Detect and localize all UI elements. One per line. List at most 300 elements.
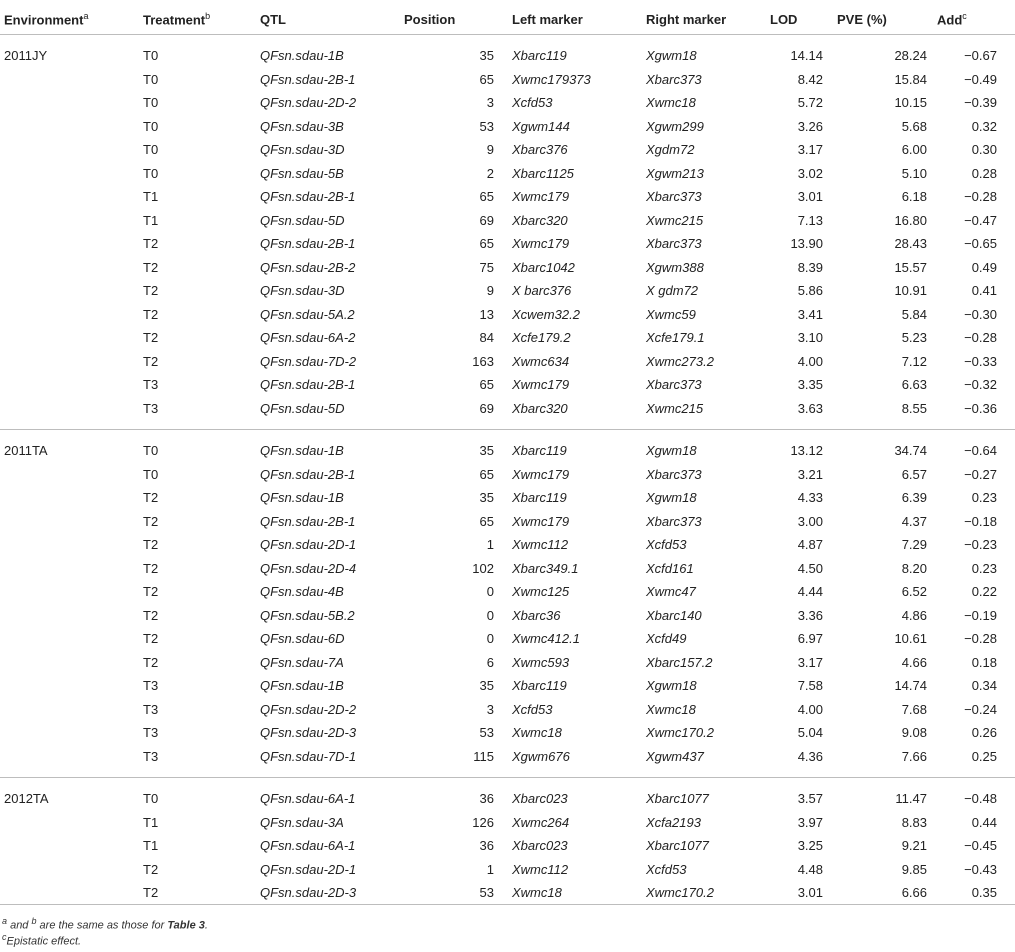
table-row — [0, 486, 1015, 510]
qtl-cell: QFsn.sdau-2D-1 — [260, 861, 357, 877]
right-marker-cell: X gdm72 — [646, 283, 699, 299]
left-marker-cell: Xbarc349.1 — [512, 560, 579, 576]
treatment-cell: T0 — [143, 165, 159, 181]
table-row — [0, 115, 1015, 139]
position-cell: 126 — [472, 814, 494, 830]
add-cell: −0.19 — [964, 607, 997, 623]
table-row — [0, 881, 1015, 905]
treatment-cell: T2 — [143, 861, 159, 877]
lod-cell: 6.97 — [797, 631, 823, 647]
qtl-cell: QFsn.sdau-7A — [260, 654, 344, 670]
lod-cell: 3.63 — [797, 400, 823, 416]
position-cell: 163 — [472, 353, 494, 369]
treatment-cell: T2 — [143, 560, 159, 576]
position-cell: 1 — [486, 861, 494, 877]
pve-cell: 9.85 — [901, 861, 927, 877]
environment-cell — [0, 232, 143, 256]
add-cell: 0.28 — [971, 165, 997, 181]
lod-cell: 4.00 — [797, 701, 823, 717]
treatment-cell: T1 — [143, 189, 159, 205]
pve-cell: 8.83 — [901, 814, 927, 830]
pve-cell: 7.12 — [901, 353, 927, 369]
qtl-cell: QFsn.sdau-2B-1 — [260, 236, 356, 252]
qtl-cell: QFsn.sdau-1B — [260, 48, 344, 64]
environment-cell — [0, 721, 143, 745]
lod-cell: 3.01 — [797, 189, 823, 205]
position-cell: 0 — [486, 631, 494, 647]
qtl-cell: QFsn.sdau-7D-1 — [260, 748, 357, 764]
position-cell: 36 — [479, 791, 494, 807]
pve-cell: 6.52 — [901, 584, 927, 600]
qtl-cell: QFsn.sdau-2B-1 — [260, 377, 356, 393]
left-marker-cell: Xbarc376 — [512, 142, 568, 158]
lod-cell: 3.97 — [797, 814, 823, 830]
left-marker-cell: Xbarc36 — [512, 607, 561, 623]
add-cell: 0.23 — [971, 560, 997, 576]
right-marker-cell: Xbarc373 — [646, 377, 702, 393]
add-cell: 0.35 — [971, 885, 997, 901]
environment-cell — [0, 811, 143, 835]
add-cell: −0.27 — [964, 466, 997, 482]
add-cell: −0.43 — [964, 861, 997, 877]
treatment-cell: T1 — [143, 212, 159, 228]
right-marker-cell: Xgwm213 — [646, 165, 704, 181]
left-marker-cell: Xbarc119 — [512, 48, 567, 64]
qtl-cell: QFsn.sdau-7D-2 — [260, 353, 357, 369]
environment-cell — [0, 185, 143, 209]
position-cell: 6 — [486, 654, 494, 670]
environment-cell — [0, 674, 143, 698]
qtl-cell: QFsn.sdau-2B-1 — [260, 466, 356, 482]
position-cell: 35 — [479, 443, 494, 459]
footnote-ab: $^a$ and $^b$ are the same as those for Table 3. — [2, 916, 208, 932]
treatment-cell: T2 — [143, 283, 159, 299]
lod-cell: 3.36 — [797, 607, 823, 623]
lod-cell: 4.33 — [797, 490, 823, 506]
lod-cell: 3.00 — [797, 513, 823, 529]
lod-cell: 3.25 — [797, 838, 823, 854]
right-marker-cell: Xbarc1077 — [646, 791, 709, 807]
right-marker-cell: Xgdm72 — [646, 142, 695, 158]
position-cell: 35 — [479, 48, 494, 64]
qtl-cell: QFsn.sdau-3B — [260, 118, 344, 134]
environment-cell — [0, 350, 143, 374]
position-cell: 65 — [479, 466, 494, 482]
position-cell: 53 — [479, 725, 494, 741]
pve-cell: 11.47 — [895, 791, 927, 807]
left-marker-cell: Xgwm676 — [512, 748, 570, 764]
position-cell: 65 — [479, 236, 494, 252]
lod-cell: 8.42 — [797, 71, 823, 87]
table-row — [0, 439, 1015, 463]
qtl-cell: QFsn.sdau-2B-1 — [260, 189, 356, 205]
lod-cell: 4.36 — [797, 748, 823, 764]
pve-cell: 9.08 — [901, 725, 927, 741]
treatment-cell: T0 — [143, 791, 159, 807]
add-cell: 0.22 — [971, 584, 997, 600]
environment-cell — [0, 834, 143, 858]
lod-cell: 5.86 — [797, 283, 823, 299]
table-row — [0, 326, 1015, 350]
lod-cell: 7.58 — [797, 678, 823, 694]
left-marker-cell: Xwmc179 — [512, 513, 570, 529]
environment-cell — [0, 698, 143, 722]
pve-cell: 7.68 — [901, 701, 927, 717]
right-marker-cell: Xwmc215 — [646, 400, 704, 416]
environment-cell — [0, 373, 143, 397]
lod-cell: 4.48 — [797, 861, 823, 877]
add-cell: −0.28 — [964, 189, 997, 205]
environment-cell — [0, 580, 143, 604]
treatment-cell: T3 — [143, 701, 159, 717]
table-row — [0, 811, 1015, 835]
pve-cell: 4.66 — [901, 654, 927, 670]
pve-cell: 9.21 — [901, 838, 927, 854]
environment-cell: 2011TA — [4, 443, 48, 459]
qtl-cell: QFsn.sdau-3D — [260, 283, 345, 299]
add-cell: −0.32 — [964, 377, 997, 393]
pve-cell: 10.91 — [894, 283, 927, 299]
position-cell: 13 — [479, 306, 494, 322]
add-cell: −0.24 — [964, 701, 997, 717]
pve-cell: 7.29 — [901, 537, 927, 553]
right-marker-cell: Xgwm18 — [646, 490, 697, 506]
position-cell: 53 — [479, 885, 494, 901]
environment-cell — [0, 91, 143, 115]
add-cell: −0.36 — [964, 400, 997, 416]
position-cell: 0 — [486, 584, 494, 600]
treatment-cell: T2 — [143, 885, 159, 901]
add-cell: −0.33 — [964, 353, 997, 369]
table-row — [0, 510, 1015, 534]
right-marker-cell: Xwmc59 — [646, 306, 696, 322]
group-spacer — [0, 778, 1015, 788]
lod-cell: 13.12 — [790, 443, 823, 459]
table-row — [0, 68, 1015, 92]
left-marker-cell: Xbarc119 — [512, 490, 567, 506]
add-cell: 0.41 — [971, 283, 997, 299]
pve-cell: 14.74 — [894, 678, 927, 694]
left-marker-cell: Xwmc179 — [512, 189, 570, 205]
lod-cell: 4.50 — [797, 560, 823, 576]
right-marker-cell: Xwmc18 — [646, 701, 696, 717]
left-marker-cell: Xwmc125 — [512, 584, 570, 600]
table-row — [0, 580, 1015, 604]
environment-cell — [0, 533, 143, 557]
right-marker-cell: Xbarc140 — [646, 607, 702, 623]
table-row — [0, 674, 1015, 698]
pve-cell: 6.66 — [901, 885, 927, 901]
right-marker-cell: Xgwm437 — [646, 748, 704, 764]
position-cell: 0 — [486, 607, 494, 623]
right-marker-cell: Xcfd49 — [646, 631, 687, 647]
lod-cell: 3.01 — [797, 885, 823, 901]
right-marker-cell: Xwmc170.2 — [646, 885, 714, 901]
qtl-cell: QFsn.sdau-2D-2 — [260, 95, 357, 111]
pve-cell: 34.74 — [894, 443, 927, 459]
qtl-cell: QFsn.sdau-3D — [260, 142, 345, 158]
add-cell: −0.28 — [964, 330, 997, 346]
lod-cell: 4.44 — [797, 584, 823, 600]
position-cell: 53 — [479, 118, 494, 134]
table-row — [0, 91, 1015, 115]
treatment-cell: T1 — [143, 814, 159, 830]
treatment-cell: T3 — [143, 678, 159, 694]
table-row — [0, 463, 1015, 487]
environment-cell — [0, 115, 143, 139]
table-row — [0, 303, 1015, 327]
right-marker-cell: Xbarc373 — [646, 466, 702, 482]
environment-cell — [0, 604, 143, 628]
left-marker-cell: Xbarc023 — [512, 838, 568, 854]
lod-cell: 3.41 — [797, 306, 823, 322]
environment-cell — [0, 397, 143, 421]
pve-cell: 4.86 — [901, 607, 927, 623]
qtl-cell: QFsn.sdau-2D-3 — [260, 885, 357, 901]
right-marker-cell: Xgwm18 — [646, 443, 697, 459]
left-marker-cell: Xwmc179373 — [512, 71, 591, 87]
treatment-cell: T3 — [143, 400, 159, 416]
left-marker-cell: Xwmc264 — [512, 814, 570, 830]
table-row — [0, 721, 1015, 745]
treatment-cell: T2 — [143, 236, 159, 252]
position-cell: 2 — [486, 165, 494, 181]
pve-cell: 5.10 — [901, 165, 927, 181]
qtl-cell: QFsn.sdau-2B-2 — [260, 259, 356, 275]
add-cell: 0.23 — [971, 490, 997, 506]
position-cell: 1 — [486, 537, 494, 553]
add-cell: −0.39 — [964, 95, 997, 111]
add-cell: −0.65 — [964, 236, 997, 252]
qtl-cell: QFsn.sdau-2D-2 — [260, 701, 357, 717]
qtl-cell: QFsn.sdau-6A-1 — [260, 838, 356, 854]
treatment-cell: T0 — [143, 95, 159, 111]
treatment-cell: T0 — [143, 142, 159, 158]
treatment-cell: T0 — [143, 466, 159, 482]
environment-cell — [0, 557, 143, 581]
pve-cell: 6.18 — [901, 189, 927, 205]
environment-cell — [0, 881, 143, 905]
add-cell: −0.45 — [964, 838, 997, 854]
qtl-cell: QFsn.sdau-2D-1 — [260, 537, 357, 553]
table-row — [0, 698, 1015, 722]
lod-cell: 14.14 — [790, 48, 823, 64]
header-qtl: QTL — [260, 4, 404, 35]
left-marker-cell: Xbarc1125 — [512, 165, 574, 181]
qtl-cell: QFsn.sdau-2B-1 — [260, 71, 356, 87]
header-position: Position — [404, 4, 512, 35]
add-cell: −0.28 — [964, 631, 997, 647]
pve-cell: 15.84 — [894, 71, 927, 87]
pve-cell: 10.15 — [894, 95, 927, 111]
treatment-cell: T2 — [143, 584, 159, 600]
lod-cell: 3.57 — [797, 791, 823, 807]
lod-cell: 3.10 — [797, 330, 823, 346]
environment-cell — [0, 326, 143, 350]
table-row — [0, 533, 1015, 557]
right-marker-cell: Xcfa2193 — [646, 814, 701, 830]
treatment-cell: T2 — [143, 330, 159, 346]
header-environment: Environment$^a$ — [0, 4, 143, 35]
environment-cell — [0, 256, 143, 280]
right-marker-cell: Xcfd53 — [646, 861, 687, 877]
table-row — [0, 256, 1015, 280]
add-cell: −0.67 — [964, 48, 997, 64]
position-cell: 65 — [479, 377, 494, 393]
environment-cell — [0, 510, 143, 534]
treatment-cell: T3 — [143, 725, 159, 741]
group-spacer — [0, 35, 1015, 45]
lod-cell: 3.21 — [797, 466, 823, 482]
right-marker-cell: Xgwm18 — [646, 678, 697, 694]
lod-cell: 7.13 — [797, 212, 823, 228]
lod-cell: 3.35 — [797, 377, 823, 393]
position-cell: 69 — [479, 400, 494, 416]
left-marker-cell: Xcfd53 — [512, 701, 553, 717]
group-separator — [0, 420, 1015, 430]
table-row — [0, 350, 1015, 374]
position-cell: 3 — [486, 95, 494, 111]
position-cell: 75 — [479, 259, 494, 275]
qtl-cell: QFsn.sdau-2D-4 — [260, 560, 357, 576]
lod-cell: 3.17 — [797, 142, 823, 158]
qtl-cell: QFsn.sdau-1B — [260, 678, 344, 694]
lod-cell: 4.87 — [797, 537, 823, 553]
qtl-cell: QFsn.sdau-2B-1 — [260, 513, 356, 529]
qtl-cell: QFsn.sdau-4B — [260, 584, 344, 600]
lod-cell: 3.26 — [797, 118, 823, 134]
qtl-cell: QFsn.sdau-5A.2 — [260, 306, 355, 322]
add-cell: 0.49 — [971, 259, 997, 275]
add-cell: 0.26 — [971, 725, 997, 741]
right-marker-cell: Xgwm18 — [646, 48, 697, 64]
environment-cell: 2012TA — [4, 791, 49, 807]
left-marker-cell: Xwmc634 — [512, 353, 570, 369]
table-row — [0, 858, 1015, 882]
treatment-cell: T0 — [143, 71, 159, 87]
add-cell: −0.23 — [964, 537, 997, 553]
left-marker-cell: Xwmc179 — [512, 377, 570, 393]
table-body — [0, 35, 1015, 905]
left-marker-cell: Xbarc023 — [512, 791, 568, 807]
right-marker-cell: Xwmc215 — [646, 212, 704, 228]
position-cell: 36 — [479, 838, 494, 854]
qtl-cell: QFsn.sdau-5B.2 — [260, 607, 355, 623]
add-cell: −0.30 — [964, 306, 997, 322]
right-marker-cell: Xwmc18 — [646, 95, 696, 111]
position-cell: 3 — [486, 701, 494, 717]
right-marker-cell: Xbarc373 — [646, 71, 702, 87]
right-marker-cell: Xbarc157.2 — [646, 654, 713, 670]
add-cell: −0.18 — [964, 513, 997, 529]
lod-cell: 5.04 — [797, 725, 823, 741]
group-spacer — [0, 430, 1015, 440]
qtl-cell: QFsn.sdau-6A-2 — [260, 330, 356, 346]
treatment-cell: T2 — [143, 654, 159, 670]
position-cell: 35 — [479, 490, 494, 506]
treatment-cell: T0 — [143, 118, 159, 134]
qtl-cell: QFsn.sdau-2D-3 — [260, 725, 357, 741]
pve-cell: 6.57 — [901, 466, 927, 482]
treatment-cell: T2 — [143, 513, 159, 529]
pve-cell: 5.68 — [901, 118, 927, 134]
environment-cell — [0, 745, 143, 769]
qtl-table — [0, 4, 1015, 905]
left-marker-cell: Xbarc320 — [512, 212, 568, 228]
qtl-cell: QFsn.sdau-6A-1 — [260, 791, 356, 807]
environment-cell — [0, 486, 143, 510]
position-cell: 102 — [472, 560, 494, 576]
left-marker-cell: Xcfd53 — [512, 95, 553, 111]
pve-cell: 16.80 — [894, 212, 927, 228]
environment-cell: 2011JY — [4, 48, 48, 64]
left-marker-cell: Xgwm144 — [512, 118, 570, 134]
pve-cell: 5.23 — [901, 330, 927, 346]
footnote-c: $^c$Epistatic effect. — [2, 932, 82, 948]
pve-cell: 6.63 — [901, 377, 927, 393]
position-cell: 9 — [486, 142, 494, 158]
environment-cell — [0, 651, 143, 675]
lod-cell: 13.90 — [790, 236, 823, 252]
right-marker-cell: Xwmc170.2 — [646, 725, 714, 741]
left-marker-cell: Xcwem32.2 — [512, 306, 580, 322]
treatment-cell: T2 — [143, 490, 159, 506]
table-row — [0, 651, 1015, 675]
add-cell: 0.44 — [971, 814, 997, 830]
treatment-cell: T3 — [143, 377, 159, 393]
table-row — [0, 185, 1015, 209]
right-marker-cell: Xgwm299 — [646, 118, 704, 134]
position-cell: 84 — [479, 330, 494, 346]
position-cell: 65 — [479, 189, 494, 205]
add-cell: −0.47 — [964, 212, 997, 228]
left-marker-cell: Xbarc119 — [512, 678, 567, 694]
header-treatment: Treatment$^b$ — [143, 4, 260, 35]
group-separator — [0, 768, 1015, 778]
right-marker-cell: Xbarc373 — [646, 236, 702, 252]
add-cell: −0.49 — [964, 71, 997, 87]
qtl-cell: QFsn.sdau-5D — [260, 212, 345, 228]
left-marker-cell: Xwmc593 — [512, 654, 570, 670]
add-cell: 0.30 — [971, 142, 997, 158]
treatment-cell: T1 — [143, 838, 159, 854]
pve-cell: 7.66 — [901, 748, 927, 764]
environment-cell — [0, 138, 143, 162]
left-marker-cell: Xwmc112 — [512, 537, 569, 553]
pve-cell: 8.20 — [901, 560, 927, 576]
treatment-cell: T2 — [143, 259, 159, 275]
left-marker-cell: Xbarc119 — [512, 443, 567, 459]
pve-cell: 8.55 — [901, 400, 927, 416]
treatment-cell: T2 — [143, 353, 159, 369]
treatment-cell: T0 — [143, 443, 159, 459]
table-row — [0, 279, 1015, 303]
environment-cell — [0, 68, 143, 92]
add-cell: 0.25 — [971, 748, 997, 764]
position-cell: 69 — [479, 212, 494, 228]
position-cell: 9 — [486, 283, 494, 299]
position-cell: 65 — [479, 71, 494, 87]
environment-cell — [0, 162, 143, 186]
left-marker-cell: Xwmc18 — [512, 725, 562, 741]
table-row — [0, 44, 1015, 68]
table-row — [0, 745, 1015, 769]
table-bottom-rule — [0, 904, 1015, 905]
left-marker-cell: Xbarc320 — [512, 400, 568, 416]
environment-cell — [0, 303, 143, 327]
add-cell: 0.32 — [971, 118, 997, 134]
pve-cell: 6.00 — [901, 142, 927, 158]
